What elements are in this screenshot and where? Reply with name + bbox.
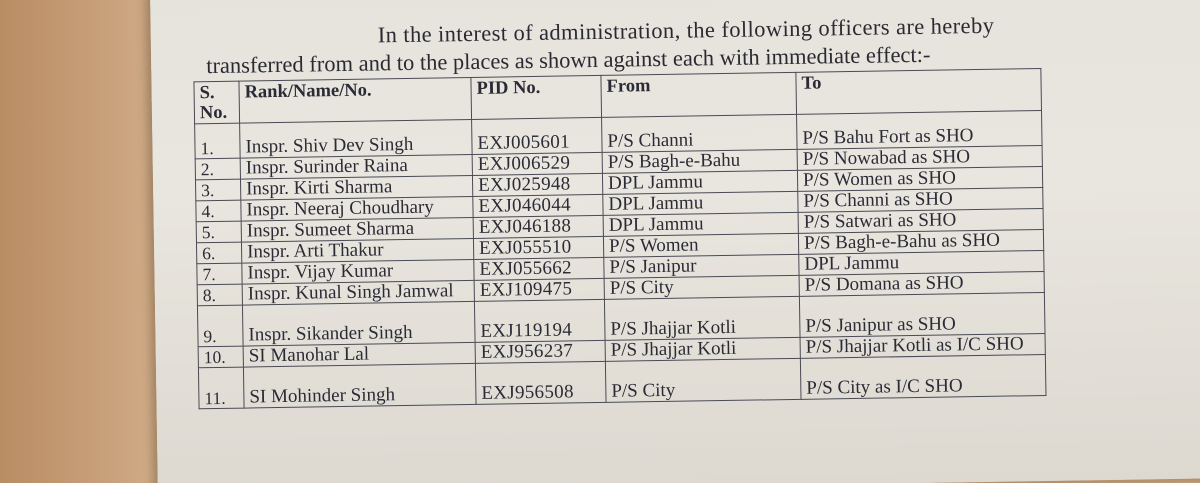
header-pid: PID No. [471,75,602,119]
cell-pid: EXJ046044 [473,194,603,217]
cell-name: Inspr. Sumeet Sharma [241,217,473,242]
transfer-table [193,68,1046,409]
cell-sno: 7. [197,263,242,285]
cell-from: P/S Bagh-e-Bahu [602,149,797,173]
cell-name: SI Manohar Lal [243,342,475,367]
header-name: Rank/Name/No. [239,77,472,123]
cell-name: Inspr. Kunal Singh Jamwal [242,280,474,305]
header-to: To [796,69,1042,115]
cell-pid: EXJ956237 [475,340,605,363]
cell-from: P/S Jhajjar Kotli [604,296,800,340]
cell-from: DPL Jammu [603,212,798,236]
cell-sno: 6. [196,242,241,264]
cell-from: DPL Jammu [603,191,798,215]
cell-name: Inspr. Vijay Kumar [242,259,474,284]
cell-sno: 9. [197,305,243,347]
intro-line-2: transferred from and to the places as shown against each with immediate effect:- [205,41,931,79]
cell-pid: EXJ025948 [472,173,602,196]
intro-line-1: In the interest of administration, the following officers are hereby [377,12,995,48]
cell-from: P/S Janipur [604,254,799,278]
header-from: From [601,72,797,117]
cell-from: P/S Women [603,233,798,257]
cell-sno: 8. [197,284,242,306]
cell-to: P/S Bahu Fort as SHO [797,111,1043,150]
cell-name: Inspr. Kirti Sharma [240,175,472,200]
cell-from: P/S City [604,275,799,299]
cell-pid: EXJ006529 [472,152,602,175]
cell-sno: 11. [198,367,244,409]
cell-sno: 2. [195,158,240,180]
cell-from: P/S City [605,358,801,402]
cell-to: P/S Women as SHO [797,167,1042,192]
cell-from: P/S Channi [602,114,798,152]
header-sno: S. No. [194,81,240,124]
cell-name: Inspr. Shiv Dev Singh [240,119,473,158]
cell-to: P/S Jhajjar Kotli as I/C SHO [800,333,1045,358]
cell-sno: 10. [198,346,243,368]
cell-sno: 3. [195,179,240,201]
cell-sno: 5. [196,221,241,243]
cell-sno: 4. [196,200,241,222]
cell-pid: EXJ005601 [472,117,603,154]
cell-to: P/S Satwari as SHO [798,208,1043,233]
document-page [150,0,1200,483]
cell-to: P/S City as I/C SHO [800,354,1046,399]
cell-to: P/S Channi as SHO [798,188,1043,213]
cell-pid: EXJ055510 [473,236,603,259]
table-body [195,111,1046,409]
cell-pid: EXJ109475 [474,278,604,301]
cell-pid: EXJ046188 [473,215,603,238]
cell-pid: EXJ055662 [474,257,604,280]
cell-to: P/S Bagh-e-Bahu as SHO [798,229,1043,254]
cell-to: P/S Domana as SHO [799,271,1044,296]
cell-pid: EXJ956508 [475,361,606,404]
cell-from: DPL Jammu [602,170,797,194]
cell-name: Inspr. Arti Thakur [241,238,473,263]
desk-background [0,0,175,483]
cell-name: SI Mohinder Singh [243,363,476,408]
cell-name: Inspr. Sikander Singh [242,301,475,346]
cell-sno: 1. [195,123,241,159]
cell-to: DPL Jammu [799,250,1044,275]
cell-name: Inspr. Neeraj Choudhary [241,196,473,221]
cell-from: P/S Jhajjar Kotli [605,337,800,361]
cell-name: Inspr. Surinder Raina [240,154,472,179]
cell-to: P/S Nowabad as SHO [797,146,1042,171]
cell-to: P/S Janipur as SHO [799,292,1045,337]
cell-pid: EXJ119194 [474,299,605,342]
